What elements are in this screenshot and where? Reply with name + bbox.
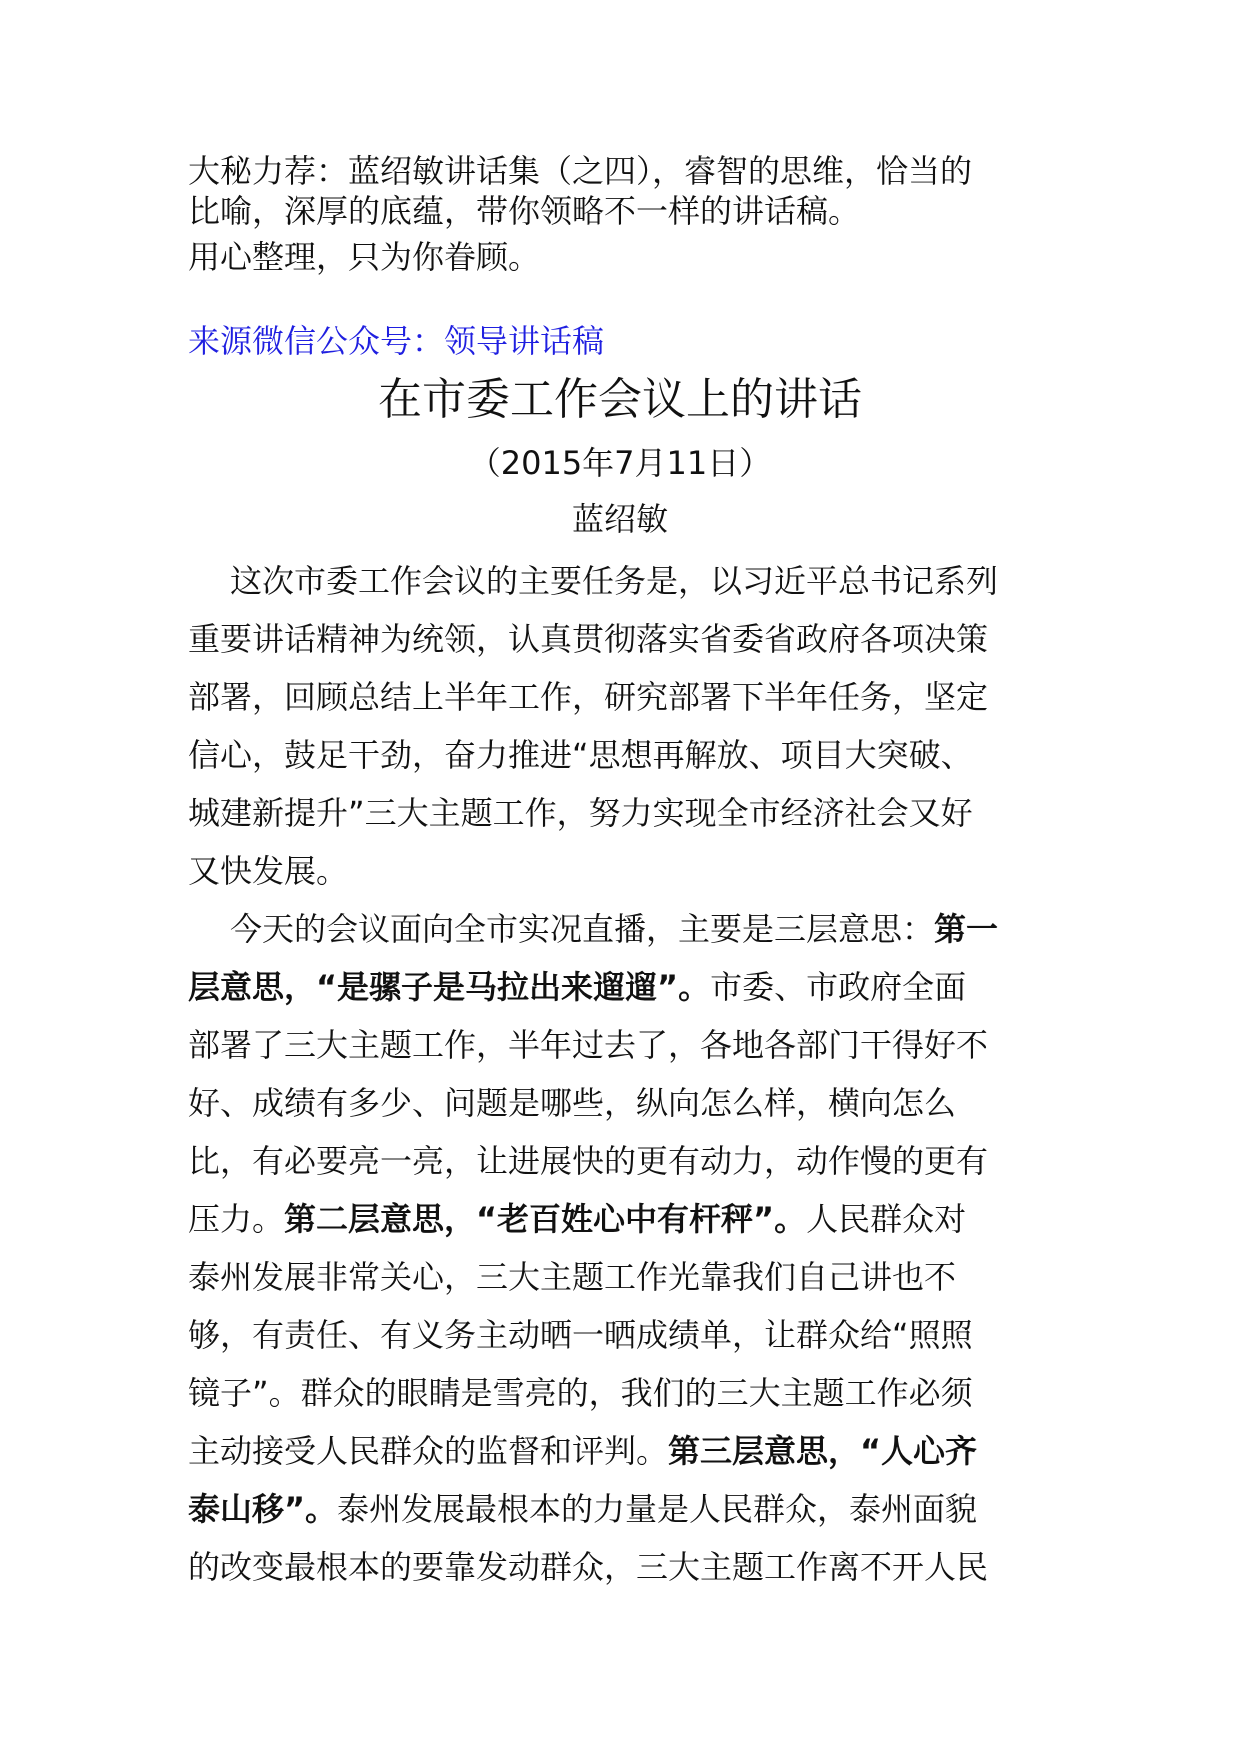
paragraph-2-text: 今天的会议面向全市实况直播，主要是三层意思： bbox=[230, 910, 935, 948]
source-link[interactable]: 来源微信公众号：领导讲话稿 bbox=[188, 322, 605, 360]
paragraph-2-line: 镜子”。群众的眼睛是雪亮的，我们的三大主题工作必须 bbox=[188, 1374, 973, 1412]
paragraph-2-line: 比，有必要亮一亮，让进展快的更有动力，动作慢的更有 bbox=[188, 1142, 989, 1180]
paragraph-2-line bbox=[188, 900, 1068, 958]
paragraph-2-emphasis: 泰山移”。 bbox=[188, 1490, 338, 1528]
paragraph-2-text: 人民群众对 bbox=[806, 1200, 967, 1238]
paragraph-2-line bbox=[188, 958, 1068, 1016]
paragraph-1-line: 又快发展。 bbox=[188, 852, 349, 890]
paragraph-1-line: 这次市委工作会议的主要任务是，以习近平总书记系列 bbox=[230, 562, 999, 600]
speech-date: （2015年7月11日） bbox=[468, 444, 772, 482]
paragraph-2-emphasis: 层意思，“是骡子是马拉出来遛遛”。 bbox=[188, 968, 711, 1006]
paragraph-1-line: 部署，回顾总结上半年工作，研究部署下半年任务，坚定 bbox=[188, 678, 989, 716]
intro-line-2: 比喻，深厚的底蕴，带你领略不一样的讲话稿。 bbox=[188, 192, 861, 230]
paragraph-2-text: 市委、市政府全面 bbox=[710, 968, 967, 1006]
paragraph-2-line bbox=[188, 1480, 1068, 1538]
paragraph-2-line: 的改变最根本的要靠发动群众，三大主题工作离不开人民 bbox=[188, 1548, 989, 1586]
paragraph-2-text: 泰州发展最根本的力量是人民群众，泰州面貌 bbox=[337, 1490, 978, 1528]
speech-author: 蓝绍敏 bbox=[571, 500, 668, 538]
paragraph-2-line: 部署了三大主题工作，半年过去了，各地各部门干得好不 bbox=[188, 1026, 989, 1064]
paragraph-2-line bbox=[188, 1422, 1068, 1480]
paragraph-2-text: 压力。 bbox=[188, 1200, 285, 1238]
paragraph-1-line: 城建新提升”三大主题工作，努力实现全市经济社会又好 bbox=[188, 794, 973, 832]
speech-body bbox=[188, 552, 1068, 1596]
paragraph-2-text: 主动接受人民群众的监督和评判。 bbox=[188, 1432, 669, 1470]
intro-line-1: 大秘力荐：蓝绍敏讲话集（之四），睿智的思维，恰当的 bbox=[188, 152, 973, 190]
paragraph-2-line: 够，有责任、有义务主动晒一晒成绩单，让群众给“照照 bbox=[188, 1316, 973, 1354]
paragraph-2-line: 好、成绩有多少、问题是哪些，纵向怎么样，横向怎么 bbox=[188, 1084, 957, 1122]
paragraph-2-emphasis: 第二层意思，“老百姓心中有杆秤”。 bbox=[284, 1200, 807, 1238]
paragraph-2-emphasis: 第三层意思，“人心齐 bbox=[668, 1432, 978, 1470]
paragraph-2-line: 泰州发展非常关心，三大主题工作光靠我们自己讲也不 bbox=[188, 1258, 957, 1296]
paragraph-1-line: 重要讲话精神为统领，认真贯彻落实省委省政府各项决策 bbox=[188, 620, 989, 658]
speech-title: 在市委工作会议上的讲话 bbox=[378, 374, 862, 425]
intro-line-3: 用心整理，只为你眷顾。 bbox=[188, 238, 541, 276]
paragraph-1-line: 信心，鼓足干劲，奋力推进“思想再解放、项目大突破、 bbox=[188, 736, 973, 774]
paragraph-2-emphasis: 第一 bbox=[934, 910, 999, 948]
paragraph-2-line bbox=[188, 1190, 1068, 1248]
